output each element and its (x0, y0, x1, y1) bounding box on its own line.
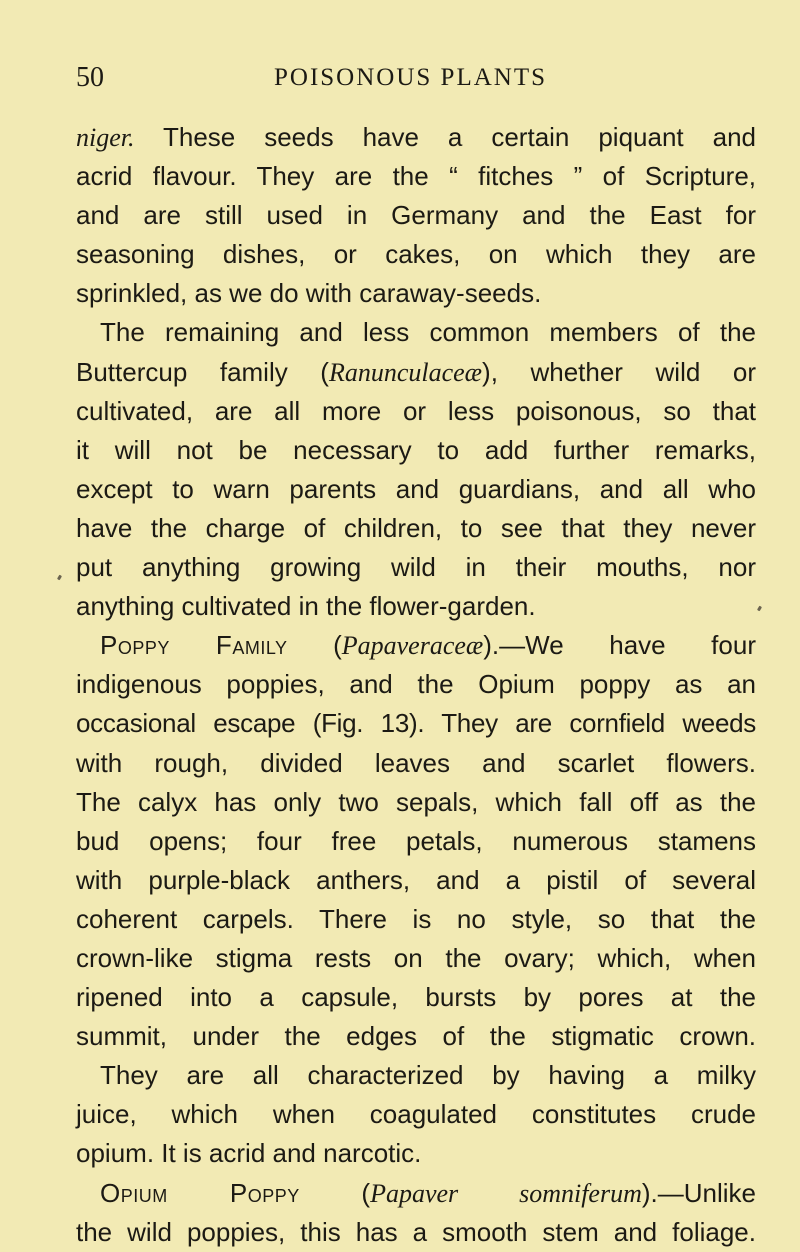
text-line: They are all characterized by having a milky (100, 1060, 756, 1091)
body-text (76, 118, 756, 1252)
paper-speck (757, 606, 762, 612)
section-heading: Poppy Family (100, 630, 288, 661)
text-line: ripened into a capsule, bursts by pores at the (76, 982, 756, 1013)
text-line: The calyx has only two sepals, which fall off as the (76, 786, 756, 817)
text-line: with purple-black anthers, and a pistil of several (76, 864, 756, 895)
text-line: The remaining and less common members of the (100, 317, 756, 348)
text-line: occasional escape (Fig. 13). They are cornfield weeds (76, 708, 756, 739)
running-title: POISONOUS PLANTS (274, 64, 548, 91)
text-line: opium. It is acrid and narcotic. (76, 1138, 422, 1169)
text-line: indigenous poppies, and the Opium poppy as an (76, 669, 756, 700)
text-line: Poppy Family (Papaveraceæ).—We have four (100, 630, 756, 661)
text-line: crown-like stigma rests on the ovary; which, when (76, 942, 756, 973)
italic-term: Papaveraceæ (341, 631, 484, 661)
italic-term: Papaver somniferum (370, 1178, 642, 1208)
text-line: except to warn parents and guardians, and all who (76, 473, 756, 504)
text-line: coherent carpels. There is no style, so that the (76, 903, 756, 934)
italic-term: Ranunculaceæ (328, 357, 483, 387)
text-line: put anything growing wild in their mouths, nor (76, 552, 756, 583)
text-line: acrid flavour. They are the “ fitches ” of Scripture, (76, 161, 756, 192)
page-number: 50 (76, 62, 104, 93)
text-line: have the charge of children, to see that they never (76, 512, 756, 543)
text-line: the wild poppies, this has a smooth stem and foliage. (76, 1216, 756, 1247)
text-line: summit, under the edges of the stigmatic crown. (76, 1021, 756, 1052)
text-line: it will not be necessary to add further remarks, (76, 434, 756, 465)
text-line: bud opens; four free petals, numerous stamens (76, 825, 756, 856)
text-line: cultivated, are all more or less poisonous, so that (76, 395, 756, 426)
text-line: juice, which when coagulated constitutes crude (76, 1099, 756, 1130)
section-heading: Opium Poppy (100, 1177, 300, 1208)
italic-term: niger. (76, 123, 135, 152)
text-line: Opium Poppy (Papaver somniferum).—Unlike (100, 1177, 757, 1208)
text-line: seasoning dishes, or cakes, on which they are (76, 239, 756, 270)
page-header (76, 60, 756, 96)
text-line: sprinkled, as we do with caraway-seeds. (76, 278, 542, 309)
text-line: and are still used in Germany and the East for (76, 200, 756, 231)
text-line: with rough, divided leaves and scarlet flowers. (76, 747, 756, 778)
paper-speck (57, 575, 62, 581)
text-line: anything cultivated in the flower-garden. (76, 591, 536, 622)
text-line: niger. These seeds have a certain piquant and (76, 122, 756, 152)
text-line: Buttercup family (Ranunculaceæ), whether wild or (76, 356, 756, 387)
